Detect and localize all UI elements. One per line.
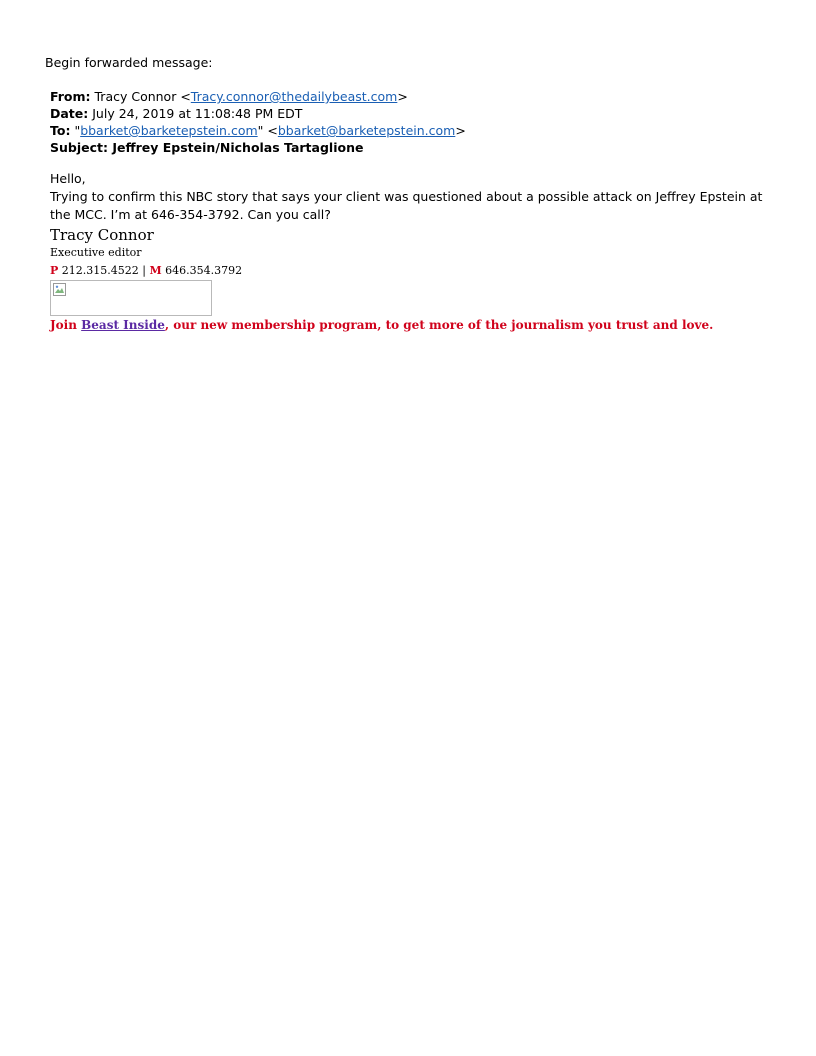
date-value: July 24, 2019 at 11:08:48 PM EDT (92, 106, 303, 121)
phone-m-value: 646.354.3792 (165, 264, 243, 277)
phone-separator: | (142, 264, 146, 277)
to-close: > (455, 123, 466, 138)
from-row (50, 88, 466, 105)
from-close: > (397, 89, 408, 104)
phone-p-value: 212.315.4522 (61, 264, 139, 277)
subject-label: Subject: (50, 140, 108, 155)
signature-phones (50, 263, 713, 278)
broken-image-icon (53, 283, 66, 296)
promo-suffix: , our new membership program, to get more of the journalism you trust and love. (164, 318, 714, 332)
forwarded-message-intro: Begin forwarded message: (45, 55, 213, 70)
beast-inside-link[interactable]: Beast Inside (81, 318, 165, 332)
subject-row (50, 139, 466, 156)
date-row (50, 105, 466, 122)
from-name: Tracy Connor < (94, 89, 191, 104)
message-body (50, 170, 770, 224)
greeting: Hello, (50, 171, 86, 186)
signature-title: Executive editor (50, 246, 142, 259)
promo-prefix: Join (50, 318, 82, 332)
phone-m-label: M (149, 264, 162, 277)
signature-name: Tracy Connor (50, 226, 154, 244)
from-email-link[interactable]: Tracy.connor@thedailybeast.com (190, 89, 398, 104)
email-signature (50, 226, 713, 333)
to-label: To: (50, 123, 71, 138)
to-name-email-link[interactable]: bbarket@barketepstein.com (80, 123, 258, 138)
date-label: Date: (50, 106, 89, 121)
membership-promo (50, 317, 713, 333)
to-quote-close: " < (257, 123, 278, 138)
phone-p-label: P (50, 264, 59, 277)
body-paragraph: Trying to confirm this NBC story that says your client was questioned about a possible attack on Jeffrey Epstein at the MCC. I’m at 646-354-3792. Can you call? (50, 189, 763, 222)
from-label: From: (50, 89, 91, 104)
subject-value: Jeffrey Epstein/Nicholas Tartaglione (112, 140, 364, 155)
to-quote-open: " (74, 123, 81, 138)
message-headers (50, 88, 466, 156)
signature-image-placeholder (50, 280, 212, 316)
to-email-link[interactable]: bbarket@barketepstein.com (277, 123, 456, 138)
to-row (50, 122, 466, 139)
